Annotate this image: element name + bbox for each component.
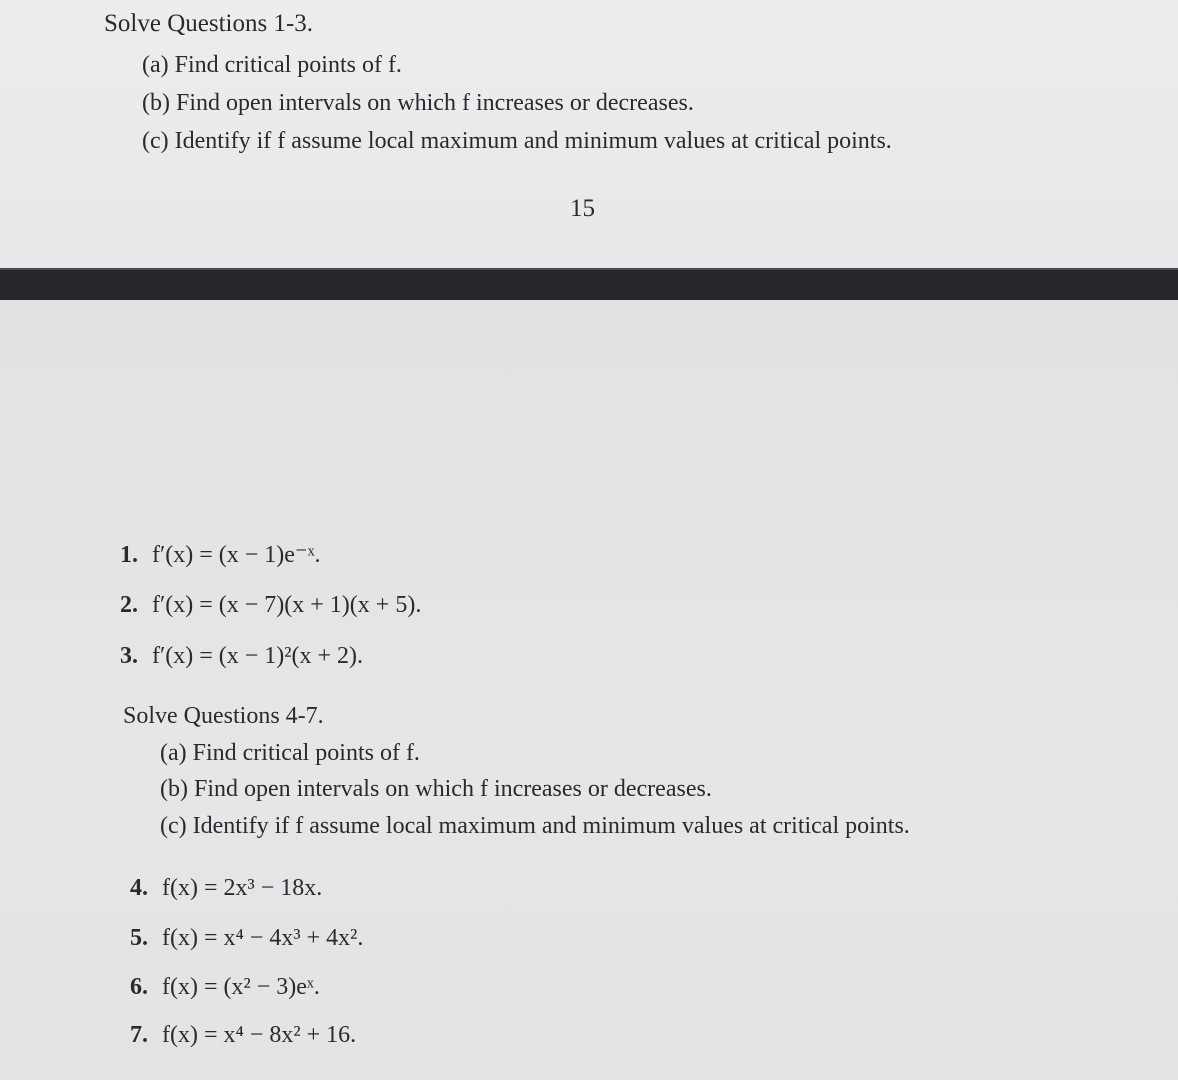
problem-expression: f′(x) = (x − 1)e⁻ˣ. — [152, 542, 321, 568]
bottom-page — [0, 300, 1178, 1080]
section1-heading: Solve Questions 1-3. — [104, 10, 314, 37]
problem-1 — [120, 540, 321, 569]
problem-7 — [130, 1022, 356, 1049]
problem-number: 2. — [120, 592, 138, 618]
section1-item-b: (b) Find open intervals on which f increases or decreases. — [142, 90, 694, 116]
problem-number: 7. — [130, 1022, 148, 1048]
problem-number: 3. — [120, 643, 138, 669]
problem-number: 1. — [120, 542, 138, 568]
problem-6 — [130, 974, 320, 1001]
section1-item-c: (c) Identify if f assume local maximum and minimum values at critical points. — [142, 128, 892, 154]
problem-number: 5. — [130, 925, 148, 951]
problem-expression: f′(x) = (x − 7)(x + 1)(x + 5). — [152, 592, 422, 618]
problem-expression: f(x) = x⁴ − 4x³ + 4x². — [162, 925, 364, 951]
section2-item-b: (b) Find open intervals on which f increases or decreases. — [160, 776, 712, 802]
problem-5 — [130, 925, 363, 952]
problem-expression: f(x) = (x² − 3)eˣ. — [162, 974, 320, 1000]
section2-item-a: (a) Find critical points of f. — [160, 740, 420, 766]
page-number: 15 — [570, 195, 595, 222]
problem-2 — [120, 592, 421, 619]
problem-expression: f(x) = 2x³ − 18x. — [162, 875, 323, 901]
section2-item-c: (c) Identify if f assume local maximum and minimum values at critical points. — [160, 813, 910, 839]
section1-item-a: (a) Find critical points of f. — [142, 52, 402, 78]
problem-number: 4. — [130, 875, 148, 901]
page-divider — [0, 270, 1178, 300]
problem-3 — [120, 643, 363, 670]
problem-expression: f(x) = x⁴ − 8x² + 16. — [162, 1022, 357, 1048]
problem-number: 6. — [130, 974, 148, 1000]
problem-4 — [130, 875, 322, 902]
problem-expression: f′(x) = (x − 1)²(x + 2). — [152, 643, 363, 669]
section2-heading: Solve Questions 4-7. — [123, 703, 324, 729]
